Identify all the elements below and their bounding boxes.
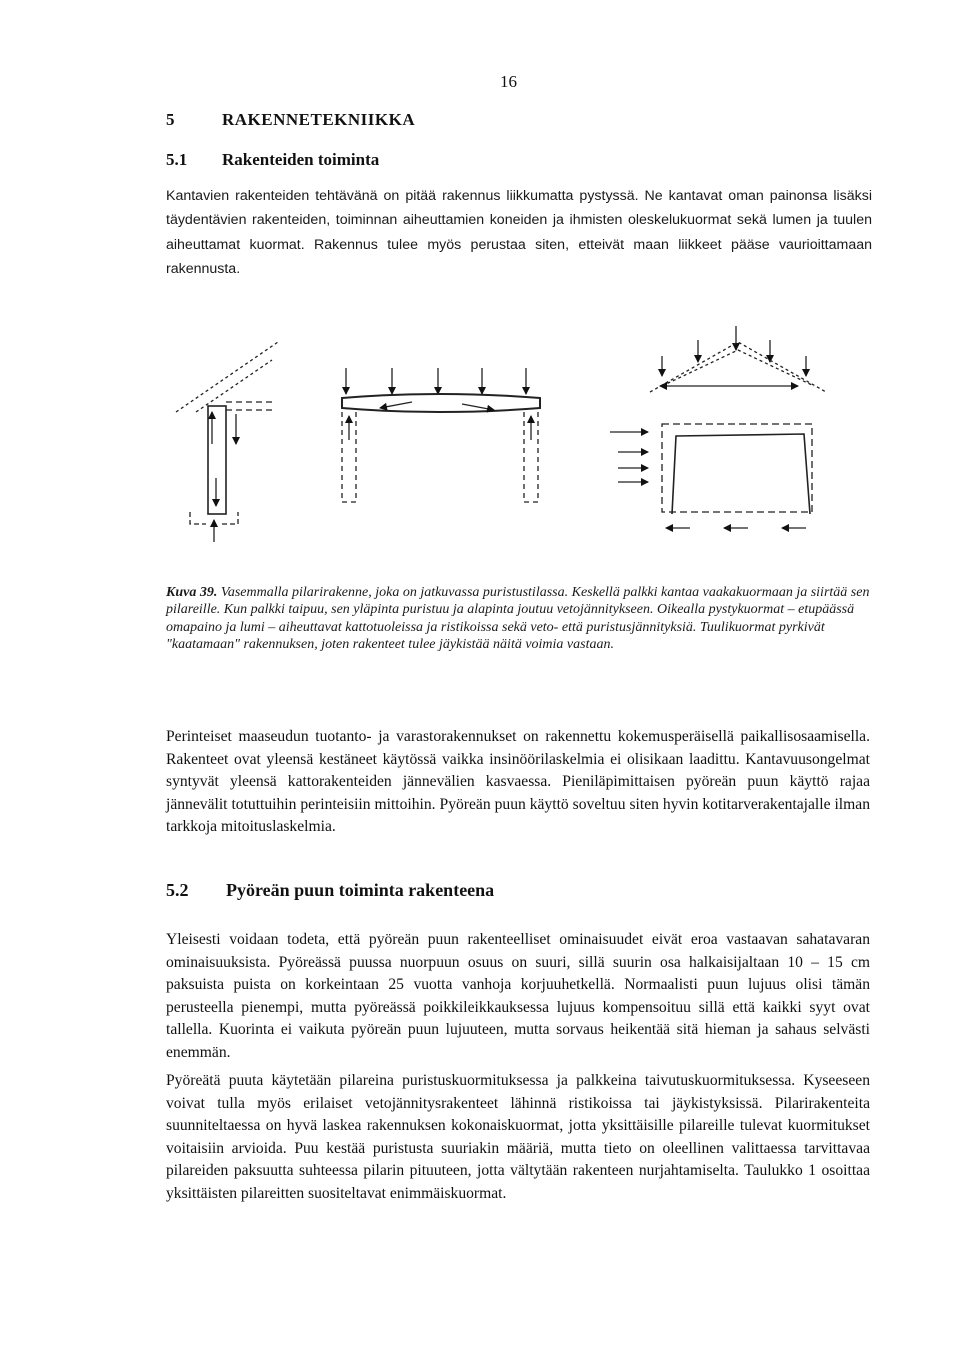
truss-rafters-inner <box>662 350 814 386</box>
subsection-number-2: 5.2 <box>166 880 189 900</box>
beam-body <box>342 394 540 412</box>
paragraph-2: Yleisesti voidaan todeta, että pyöreän puun rakenteelliset ominaisuudet eivät eroa vastaavan sahatavaran ominaisuuksista. Pyöreässä puussa nuorpuun osuus on suuri, sillä suurin osa halkaisijaltaan 10 – 15 cm paksuista puista on korkeintaan 25 vuotta vanhoja korjuuhetkellä. Normaalisti puun lujuus olisi tämän perusteella pienempi, mutta pyöreässä poikkileikkauksessa lujuus kompensoituu sillä että kaikki syyt ovat tallella. Kuorinta ei vaikuta pyöreän puun lujuuteen, mutta sorvaus heikentää sitä hieman ja sahaus selvästi enemmän. <box>166 931 870 1061</box>
subsection-number-1: 5.1 <box>166 150 188 169</box>
structural-figure <box>150 320 870 580</box>
roof-slope-inner <box>196 360 272 412</box>
section-number: 5 <box>166 110 175 129</box>
page-number: 16 <box>500 72 517 91</box>
figure-caption-text: Vasemmalla pilarirakenne, joka on jatkuvassa puristustilassa. Keskellä palkki kantaa vaakakuormaan ja siirtää sen pilareille. Kun palkki taipuu, sen yläpinta puristuu ja alapinta joutuu vetojännitykseen. Oikealla pystykuormat – etupäässä omapaino ja lumi – aiheuttavat kattotuoleissa ja ristikoissa sekä veto- että puristusjännityksiä. Tuulikuormat pyrkivät "kaatamaan" rakennuksen, joten rakenteet tulee jäykistää näitä voimia vastaan. <box>166 585 870 652</box>
subsection-title-2: Pyöreän puun toiminta rakenteena <box>226 880 495 900</box>
beam-compression-arrow <box>380 402 412 408</box>
figure-label: Kuva 39. <box>166 585 218 600</box>
frame-deformed <box>672 434 810 514</box>
subsection-heading-1 <box>166 150 379 170</box>
figure-caption <box>166 584 872 653</box>
frame-diagram <box>610 326 826 528</box>
subsection-title-1: Rakenteiden toiminta <box>222 150 380 169</box>
frame-outline <box>662 424 812 512</box>
column-diagram <box>176 342 278 542</box>
structural-diagram <box>150 320 870 580</box>
subsection-heading-2 <box>166 880 494 901</box>
paragraph-1: Perinteiset maaseudun tuotanto- ja varastorakennukset on rakennettu kokemusperäisellä paikallisosaamisella. Rakenteet ovat yleensä kestäneet käytössä vaikka insinöörilaskelmia ei olisikaan laadittu. Kantavuusongelmat syntyvät yleensä kattorakenteiden jännevälien kasvaessa. Pieniläpimittaisen pyöreän puun käyttö rajaa jännevälit totuttuihin perinteisiin mittoihin. Pyöreän puun käyttö soveltuu siten hyvin kotitarverakentajalle ilman tarkkoja mitoituslaskelmia. <box>166 728 870 836</box>
section-title: RAKENNETEKNIIKKA <box>222 110 416 129</box>
paragraph-3: Pyöreätä puuta käytetään pilareina puristuskuormituksessa ja palkkeina taivutuskuormituksessa. Kyseeseen voivat tulla myös erilaiset vetojännitysrakenteet lähinnä ristikoissa tai jäykistyksissä. Pilarirakenteita suunniteltaessa on hyvä laskea rakennuksen kokonaiskuormat, jotta yksittäisille pilareille tulevat kuormitukset voitaisiin arvioida. Puu kestää puristusta suuriakin määriä, mutta tieto on oleellinen valittaessa tarvittavaa pilareiden paksuutta suhteessa pilarin pituuteen, jotta vältytään rakenteen nurjahtamiselta. Taulukko 1 osoittaa yksittäisten pilareitten suositeltavat enimmäiskuormat. <box>166 1072 870 1202</box>
column-rect <box>208 406 226 514</box>
intro-paragraph: Kantavien rakenteiden tehtävänä on pitää rakennus liikkumatta pystyssä. Ne kantavat oman painonsa lisäksi täydentävien rakenteiden, toiminnan aiheuttamien koneiden ja ihmisten oleskelukuormat sekä lumen ja tuulen aiheuttamat kuormat. Rakennus tulee myös perustaa siten, etteivät maan liikkeet pääse vaurioittamaan rakennusta. <box>166 188 872 277</box>
section-heading <box>166 110 415 130</box>
beam-tension-arrow <box>462 404 494 410</box>
beam-diagram <box>342 368 540 502</box>
